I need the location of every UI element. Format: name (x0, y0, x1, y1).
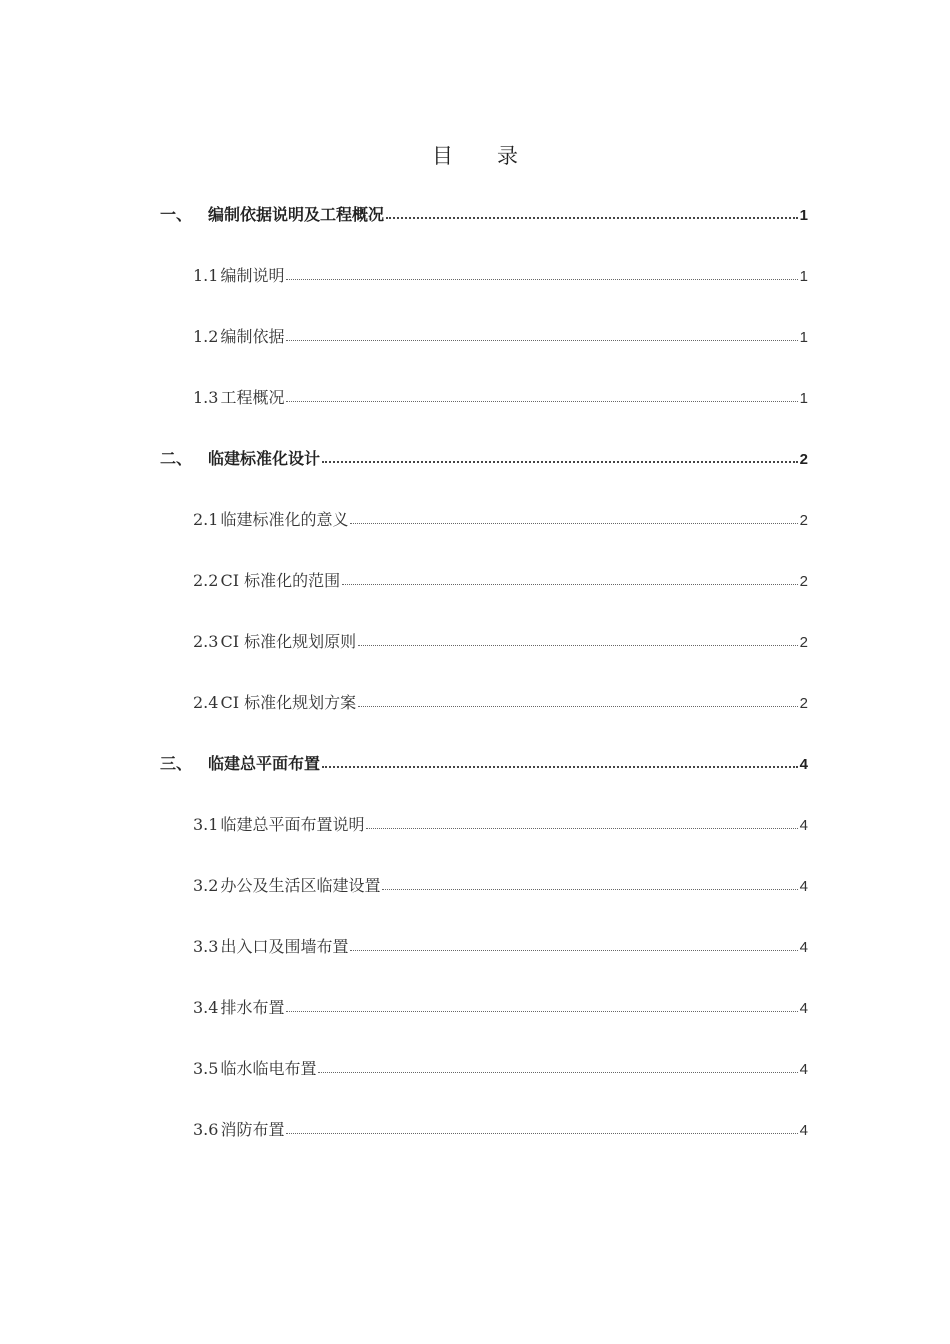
dot-leader (386, 216, 798, 219)
toc-entry-2-1[interactable] (193, 507, 808, 533)
toc-entry-3[interactable] (160, 751, 808, 777)
toc-entry-title: 临建总平面布置 (208, 754, 321, 773)
toc-entry-title: CI 标准化规划方案 (220, 693, 357, 712)
dot-leader (382, 888, 797, 890)
toc-entry-title: 排水布置 (220, 998, 285, 1017)
toc-entry-2-3[interactable] (193, 629, 808, 655)
dot-leader (286, 1010, 797, 1012)
toc-entry-title: 临水临电布置 (220, 1059, 317, 1078)
dot-leader (286, 400, 797, 402)
toc-entry-number: 3.6 (193, 1120, 219, 1139)
toc-entry-2[interactable] (160, 446, 808, 472)
toc-entry-title: 工程概况 (220, 388, 285, 407)
toc-entry-2-2[interactable] (193, 568, 808, 594)
toc-entry-number: 2.3 (193, 632, 219, 651)
toc-entry-3-1[interactable] (193, 812, 808, 838)
toc-entry-number: 1.1 (193, 266, 219, 285)
toc-entry-1[interactable] (160, 202, 808, 228)
toc-entry-1-2[interactable] (193, 324, 808, 350)
dot-leader (286, 1132, 797, 1134)
toc-entry-title: 消防布置 (220, 1120, 285, 1139)
toc-entry-title: 编制依据 (220, 327, 285, 346)
toc-entry-1-3[interactable] (193, 385, 808, 411)
toc-entry-number: 1.3 (193, 388, 219, 407)
toc-entry-1-1[interactable] (193, 263, 808, 289)
toc-entry-page: 2 (799, 634, 808, 651)
title-char-2: 录 (497, 144, 518, 168)
toc-entry-title: 临建标准化设计 (208, 449, 321, 468)
toc-entry-number: 二、 (160, 449, 193, 468)
toc-entry-3-6[interactable] (193, 1117, 808, 1143)
toc-entry-page: 2 (799, 573, 808, 590)
toc-entry-page: 4 (799, 939, 808, 956)
dot-leader (318, 1071, 797, 1073)
toc-entry-title: 编制依据说明及工程概况 (208, 205, 385, 224)
toc-entry-title: 办公及生活区临建设置 (220, 876, 381, 895)
dot-leader (366, 827, 797, 829)
toc-entry-3-3[interactable] (193, 934, 808, 960)
toc-entry-number: 三、 (160, 754, 193, 773)
toc-entry-number: 3.4 (193, 998, 219, 1017)
toc-entry-title: 出入口及围墙布置 (220, 937, 349, 956)
toc-entry-3-4[interactable] (193, 995, 808, 1021)
toc-entry-page: 4 (799, 1061, 808, 1078)
toc-entry-number: 2.1 (193, 510, 219, 529)
toc-entry-title: 临建标准化的意义 (220, 510, 349, 529)
toc-entry-page: 4 (799, 878, 808, 895)
toc-entry-number: 1.2 (193, 327, 219, 346)
toc-entry-3-2[interactable] (193, 873, 808, 899)
toc-entry-number: 3.1 (193, 815, 219, 834)
toc-entry-page: 4 (799, 1000, 808, 1017)
toc-entry-page: 4 (799, 1122, 808, 1139)
dot-leader (358, 705, 798, 707)
toc-entry-page: 1 (799, 207, 808, 224)
dot-leader (350, 522, 797, 524)
toc-entry-page: 1 (799, 390, 808, 407)
dot-leader (286, 339, 797, 341)
toc-entry-page: 1 (799, 329, 808, 346)
toc-entry-number: 3.2 (193, 876, 219, 895)
toc-entry-page: 1 (799, 268, 808, 285)
toc-entry-page: 2 (799, 695, 808, 712)
toc-entry-number: 2.4 (193, 693, 219, 712)
toc-entry-number: 2.2 (193, 571, 219, 590)
toc-entry-3-5[interactable] (193, 1056, 808, 1082)
dot-leader (322, 460, 798, 463)
toc-entry-number: 3.3 (193, 937, 219, 956)
toc-entry-title: 编制说明 (220, 266, 285, 285)
toc-entry-title: 临建总平面布置说明 (220, 815, 365, 834)
toc-entry-title: CI 标准化规划原则 (220, 632, 357, 651)
dot-leader (342, 583, 798, 585)
dot-leader (350, 949, 797, 951)
toc-entry-title: CI 标准化的范围 (220, 571, 341, 590)
toc-entry-number: 一、 (160, 205, 193, 224)
toc-entry-page: 2 (799, 512, 808, 529)
toc-entry-page: 4 (799, 817, 808, 834)
dot-leader (358, 644, 798, 646)
title-char-1: 目 (432, 144, 453, 168)
toc-entry-page: 4 (799, 756, 808, 773)
toc-entry-2-4[interactable] (193, 690, 808, 716)
dot-leader (322, 765, 798, 768)
dot-leader (286, 278, 797, 280)
toc-entry-number: 3.5 (193, 1059, 219, 1078)
toc-entry-page: 2 (799, 451, 808, 468)
